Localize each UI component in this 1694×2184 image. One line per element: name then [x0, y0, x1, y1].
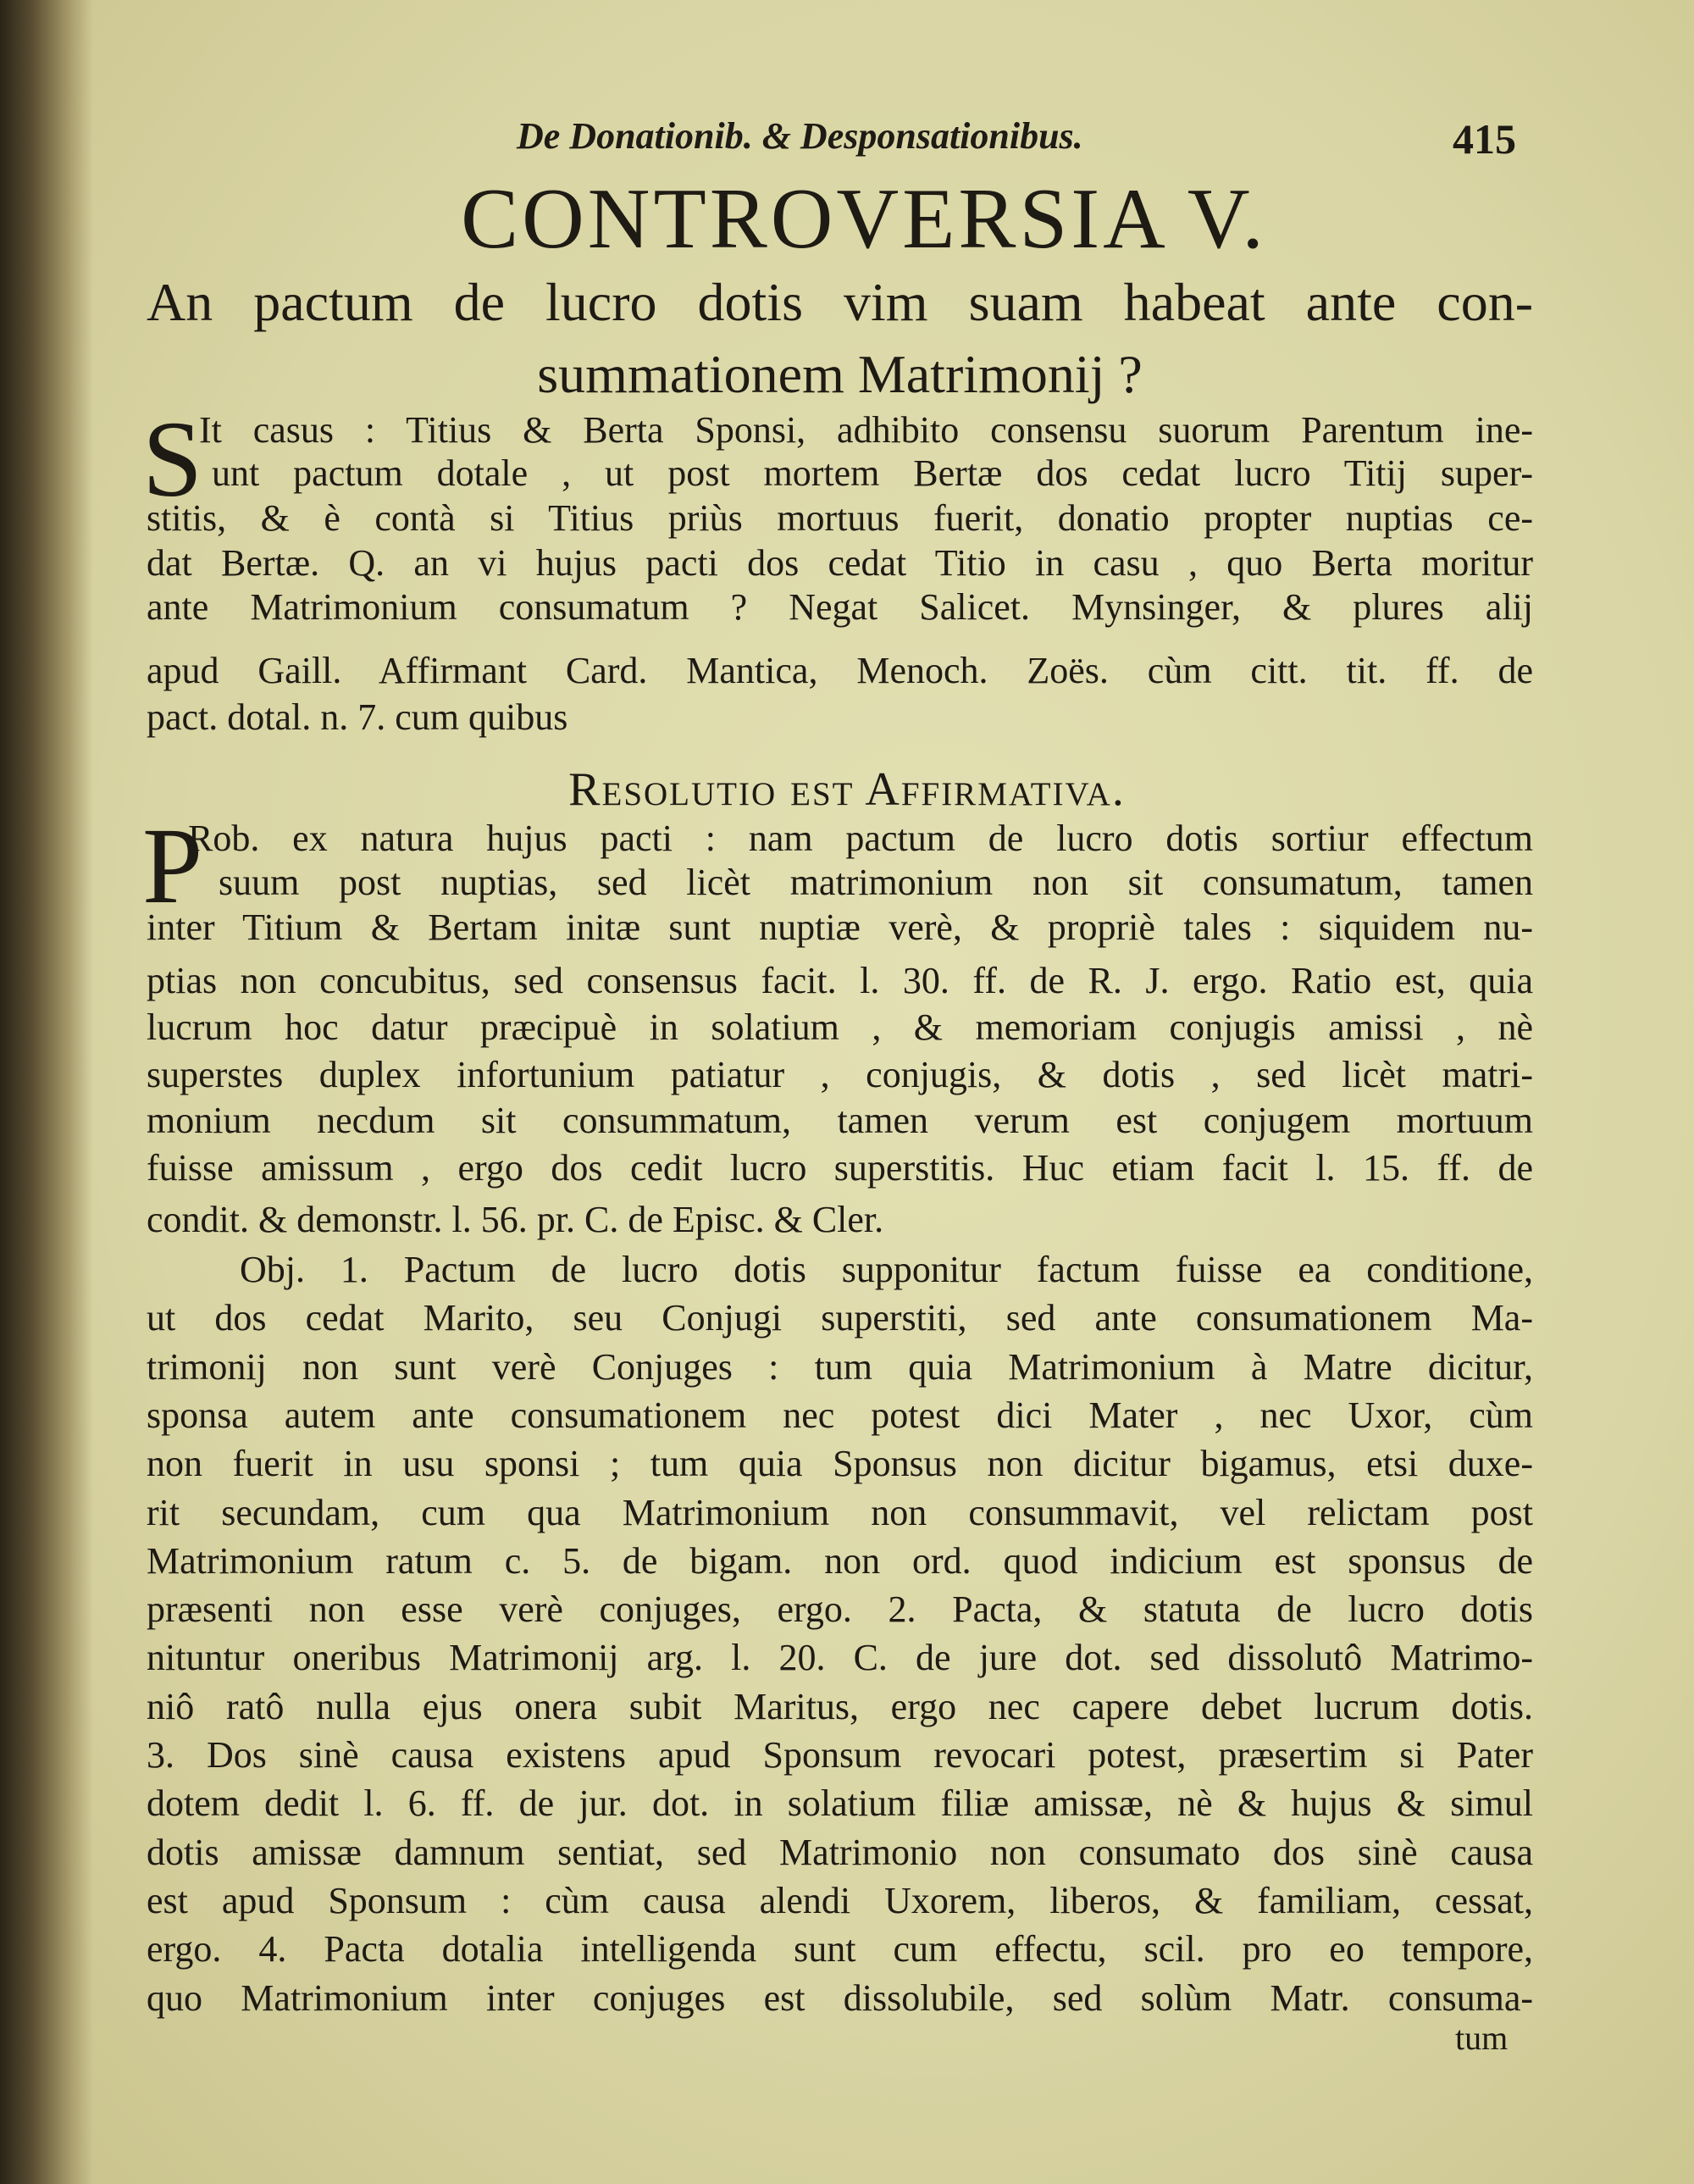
text-line: non fuerit in usu sponsi ; tum quia Sponsus non dicitur bigamus, etsi duxe-: [147, 1443, 1533, 1485]
section-heading: Resolutio est Affirmativa.: [568, 763, 1126, 816]
chapter-title: CONTROVERSIA V.: [461, 171, 1267, 267]
text-line: dotem dedit l. 6. ff. de jur. dot. in solatium filiæ amissæ, nè & hujus & simul: [147, 1782, 1533, 1825]
text-line: pact. dotal. n. 7. cum quibus: [147, 696, 568, 738]
subtitle-line: summationem Matrimonij ?: [537, 344, 1143, 404]
drop-cap: P: [142, 806, 203, 926]
text-line: niô ratô nulla ejus onera subit Maritus, ergo nec capere debet lucrum dotis.: [147, 1685, 1533, 1727]
book-gutter: [0, 0, 93, 2184]
text-line: Rob. ex natura hujus pacti : nam pactum de lucro dotis sortiur effectum: [188, 818, 1533, 859]
text-line: suum post nuptias, sed licèt matrimonium non sit consumatum, tamen: [219, 862, 1533, 903]
text-line: ante Matrimonium consumatum ? Negat Salicet. Mynsinger, & plures alij: [147, 586, 1533, 628]
text-line: superstes duplex infortunium patiatur , conjugis, & dotis , sed licèt matri-: [147, 1054, 1533, 1095]
text-line: quo Matrimonium inter conjuges est dissolubile, sed solùm Matr. consuma-: [147, 1976, 1533, 2019]
text-line: ptias non concubitus, sed consensus facit. l. 30. ff. de R. J. ergo. Ratio est, quia: [147, 960, 1533, 1001]
running-title: De Donationib. & Desponsationibus.: [517, 115, 1083, 157]
text-line: ergo. 4. Pacta dotalia intelligenda sunt cum effectu, scil. pro eo tempore,: [147, 1928, 1533, 1971]
text-line: monium necdum sit consummatum, tamen verum est conjugem mortuum: [147, 1100, 1533, 1141]
text-line: trimonij non sunt verè Conjuges : tum quia Matrimonium à Matre dicitur,: [147, 1345, 1533, 1388]
text-line: dotis amissæ damnum sentiat, sed Matrimonio non consumato dos sinè causa: [147, 1831, 1533, 1873]
text-line: fuisse amissum , ergo dos cedit lucro superstitis. Huc etiam facit l. 15. ff. de: [147, 1147, 1533, 1189]
catchword: tum: [1455, 2019, 1509, 2057]
text-line: unt pactum dotale , ut post mortem Bertæ dos cedat lucro Titij super-: [212, 452, 1533, 494]
text-line: dat Bertæ. Q. an vi hujus pacti dos cedat Titio in casu , quo Berta moritur: [147, 542, 1533, 584]
text-line: stitis, & è contà si Titius priùs mortuus fuerit, donatio propter nuptias ce-: [147, 497, 1533, 539]
text-line: Matrimonium ratum c. 5. de bigam. non ord. quod indicium est sponsus de: [147, 1539, 1533, 1582]
text-line: rit secundam, cum qua Matrimonium non consummavit, vel relictam post: [147, 1491, 1533, 1533]
text-line: præsenti non esse verè conjuges, ergo. 2. Pacta, & statuta de lucro dotis: [147, 1588, 1533, 1631]
text-line: ut dos cedat Marito, seu Conjugi superstiti, sed ante consumationem Ma-: [147, 1297, 1533, 1339]
drop-cap: S: [142, 399, 203, 519]
text-line: 3. Dos sinè causa existens apud Sponsum revocari potest, præsertim si Pater: [147, 1734, 1533, 1776]
text-line: condit. & demonstr. l. 56. pr. C. de Episc. & Cler.: [147, 1199, 884, 1240]
text-line: sponsa autem ante consumationem nec potest dici Mater , nec Uxor, cùm: [147, 1394, 1533, 1436]
text-line: lucrum hoc datur præcipuè in solatium , & memoriam conjugis amissi , nè: [147, 1006, 1533, 1048]
text-line: Obj. 1. Pactum de lucro dotis supponitur factum fuisse ea conditione,: [240, 1249, 1533, 1290]
text-line: inter Titium & Bertam initæ sunt nuptiæ verè, & propriè tales : siquidem nu-: [147, 906, 1533, 948]
page-number: 415: [1453, 115, 1516, 163]
text-line: It casus : Titius & Berta Sponsi, adhibito consensu suorum Parentum ine-: [199, 409, 1533, 451]
text-line: apud Gaill. Affirmant Card. Mantica, Menoch. Zoës. cùm citt. tit. ff. de: [147, 650, 1533, 691]
subtitle-line: An pactum de lucro dotis vim suam habeat ante con-: [147, 272, 1533, 332]
text-line: est apud Sponsum : cùm causa alendi Uxorem, liberos, & familiam, cessat,: [147, 1879, 1533, 1921]
text-line: nituntur oneribus Matrimonij arg. l. 20. C. de jure dot. sed dissolutô Matrimo-: [147, 1637, 1533, 1679]
